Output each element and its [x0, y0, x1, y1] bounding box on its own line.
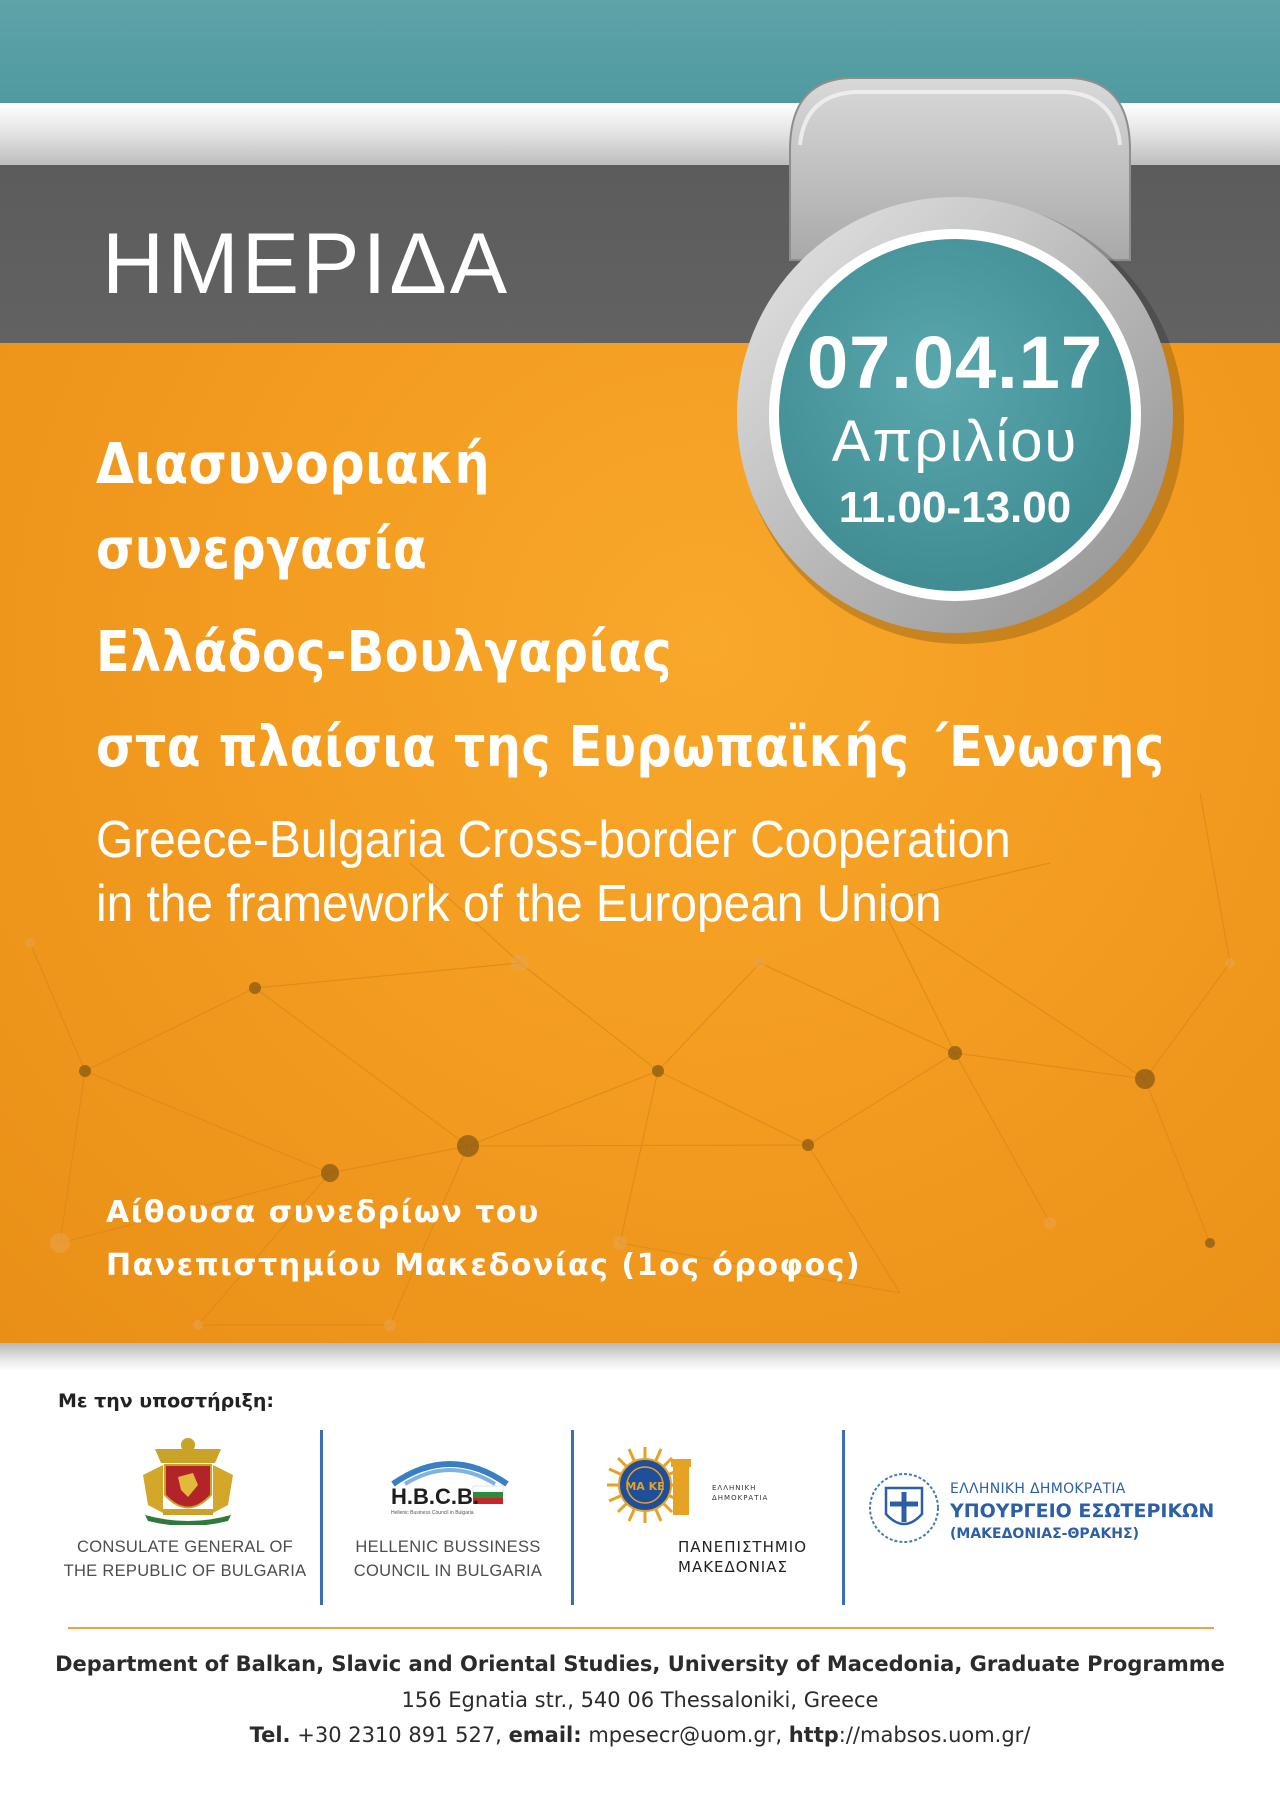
footer-address: 156 Egnatia str., 540 06 Thessaloniki, Greece — [401, 1688, 879, 1712]
consulate-caption-line-1: CONSULATE GENERAL OF — [77, 1538, 293, 1556]
greek-title-line-1: Διασυνοριακή — [96, 432, 490, 497]
tel-value[interactable]: +30 2310 891 527, — [297, 1723, 502, 1747]
email-label: email: — [508, 1723, 582, 1747]
greek-title-line-2: συνεργασία — [96, 517, 428, 582]
email-value[interactable]: mpesecr@uom.gr, — [588, 1723, 783, 1747]
event-date: 07.04.17 — [806, 321, 1104, 404]
event-time: 11.00-13.00 — [838, 483, 1072, 532]
seal-text: ΜΑ ΚΕ — [625, 1480, 665, 1493]
venue-line-1: Αίθουσα συνεδρίων του — [106, 1195, 540, 1230]
http-label: http — [788, 1723, 839, 1747]
hbcb-caption-line-1: HELLENIC BUSSINESS — [355, 1538, 541, 1556]
venue-line-2: Πανεπιστημίου Μακεδονίας (1ος όροφος) — [106, 1248, 862, 1283]
uom-name-line-2: ΜΑΚΕΔΟΝΙΑΣ — [678, 1558, 788, 1576]
uom-name-line-1: ΠΑΝΕΠΙΣΤΗΜΙΟ — [678, 1538, 808, 1556]
sponsor-divider-3 — [842, 1430, 845, 1605]
ministry-republic-line: ΕΛΛΗΝΙΚΗ ΔΗΜΟΚΡΑΤΙΑ — [950, 1481, 1126, 1497]
uom-republic-line-1: ΕΛΛΗΝΙΚΗ — [712, 1484, 757, 1492]
sponsor-divider-2 — [571, 1430, 574, 1605]
uom-republic-line-2: ΔΗΜΟΚΡΑΤΙΑ — [712, 1494, 769, 1502]
greek-state-emblem-icon — [866, 1470, 942, 1546]
consulate-caption — [60, 1535, 310, 1583]
footer-divider — [68, 1627, 1214, 1629]
hbcb-logo-icon — [385, 1450, 515, 1520]
bulgaria-coat-of-arms-icon — [133, 1435, 243, 1525]
ministry-name-line: ΥΠΟΥΡΓΕΙΟ ΕΣΩΤΕΡΙΚΩΝ — [950, 1500, 1215, 1522]
english-title-line-1: Greece-Bulgaria Cross-border Cooperation — [96, 811, 1011, 869]
english-title-line-2: in the framework of the European Union — [96, 875, 942, 933]
footer-contact — [0, 1723, 1280, 1747]
ministry-region-line: (ΜΑΚΕΔΟΝΙΑΣ-ΘΡΑΚΗΣ) — [950, 1526, 1139, 1542]
tel-label: Tel. — [249, 1723, 291, 1747]
panel-bottom-shadow — [0, 1343, 1280, 1371]
university-of-macedonia-seal-icon — [605, 1445, 695, 1535]
sponsor-divider-1 — [320, 1430, 323, 1605]
consulate-caption-line-2: THE REPUBLIC OF BULGARIA — [63, 1562, 307, 1580]
greek-title-line-3: Ελλάδος-Βουλγαρίας — [96, 620, 673, 685]
greek-title-line-4: στα πλαίσια της Ευρωπαϊκής ΄Ενωσης — [96, 715, 1165, 780]
hbcb-caption-line-2: COUNCIL IN BULGARIA — [353, 1562, 543, 1580]
support-label: Με την υποστήριξη: — [58, 1390, 275, 1412]
event-month: Απριλίου — [831, 409, 1079, 474]
hbcb-caption — [330, 1535, 566, 1583]
hbcb-logo-subtext: Hellenic Business Council in Bulgaria — [391, 1510, 474, 1516]
footer-department: Department of Balkan, Slavic and Oriental Studies, University of Macedonia, Graduate Programme — [55, 1652, 1225, 1676]
website-link[interactable]: ://mabsos.uom.gr/ — [838, 1723, 1031, 1747]
event-type-headline: ΗΜΕΡΙΔΑ — [102, 216, 511, 312]
hbcb-logo-text: H.B.C.B. — [391, 1484, 479, 1509]
